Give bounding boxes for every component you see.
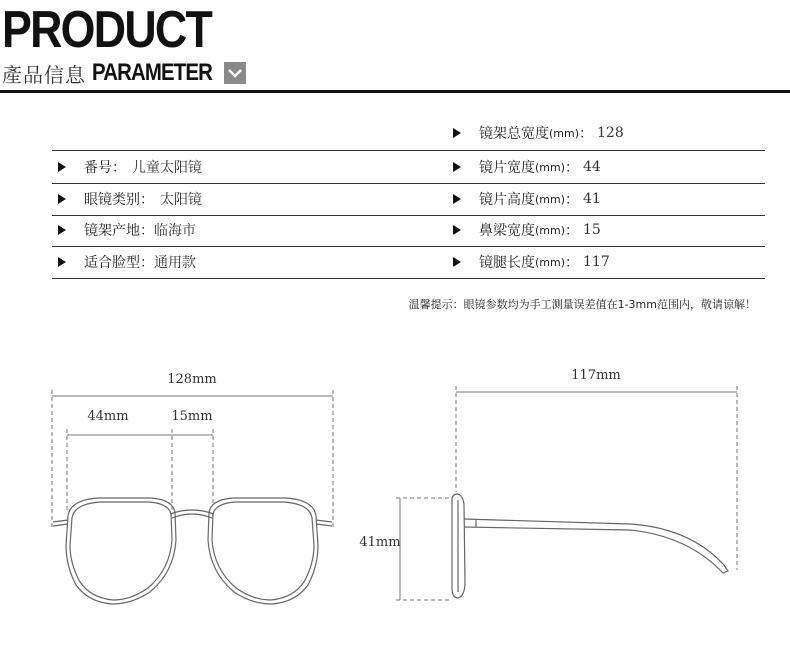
param-bridge-width: 鼻梁宽度 (mm) ： 15 [453,215,601,245]
param-category: 眼镜类别： 太阳镜 [58,184,202,214]
measurement-note: 温馨提示：眼镜参数均为手工测量误差值在1-3mm范围内，敬请谅解！ [408,298,756,311]
param-lens-height: 镜片高度 (mm) ： 41 [453,184,601,214]
param-face-shape: 适合脸型： 通用款 [58,247,196,277]
glasses-side-view [452,494,728,598]
bridge-width-label: 15mm [171,409,213,424]
param-temple-length: 镜腿长度 (mm) ： 117 [453,247,610,277]
temple-length-label: 117mm [571,368,621,383]
page-title: PRODUCT [2,1,212,59]
lens-height-label: 41mm [359,535,401,550]
glasses-front-view [53,498,332,604]
param-origin: 镜架产地： 临海市 [58,215,196,245]
lens-width-label: 44mm [87,409,129,424]
param-model: 番号： 儿童太阳镜 [58,152,202,182]
total-width-label: 128mm [167,372,217,387]
subtitle-cn: 產品信息 [2,62,86,87]
param-total-width: 镜架总宽度 (mm) ： 128 [453,118,624,148]
subtitle-en: PARAMETER [92,59,213,86]
param-lens-width: 镜片宽度 (mm) ： 44 [453,152,601,182]
